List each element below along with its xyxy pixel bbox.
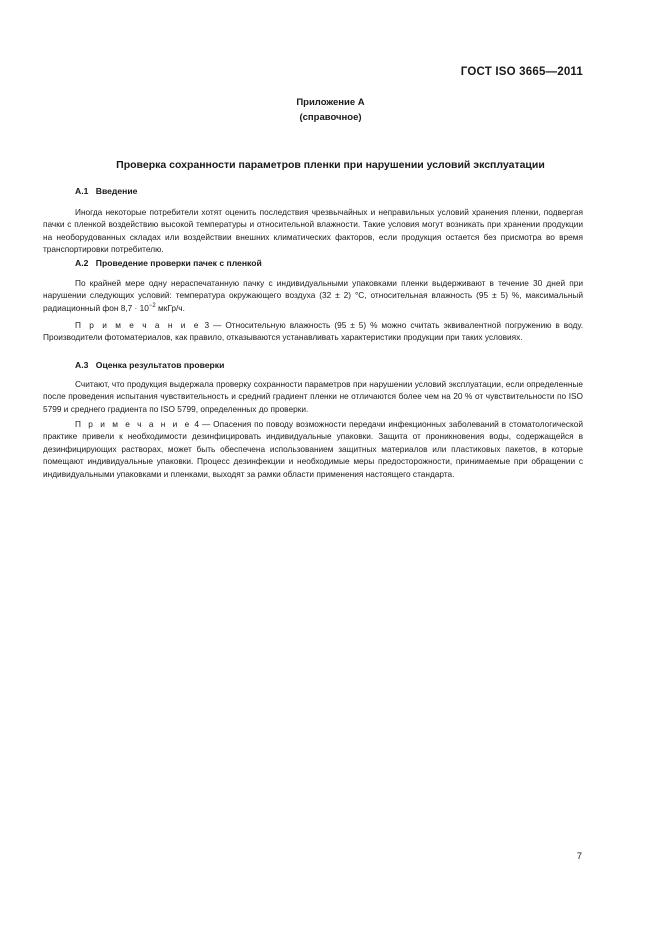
section-a1-paragraph: Иногда некоторые потребители хотят оценить последствия чрезвычайных и неправильных условий хранения пленки, подвергая пачки с пленкой воздействию высокой температуры и относительной влажности. Такие условия могут возникать при хранении продукции на необорудованных складах или воздействии внешних климатических факторов, если продукция остается без присмотра во время транспортировки потребителю. — [43, 207, 583, 255]
annex-title: Приложение А — [296, 97, 365, 108]
exponent: −2 — [148, 303, 156, 310]
section-title-text: Оценка результатов проверки — [95, 360, 225, 370]
paragraph-text-end: мкГр/ч. — [155, 302, 185, 313]
section-a1-title — [75, 186, 137, 196]
section-a2-title — [75, 258, 262, 268]
section-number: А.2 — [75, 258, 89, 268]
section-a2-paragraph — [43, 277, 583, 314]
section-title-text: Проведение проверки пачек с пленкой — [95, 258, 262, 268]
standard-code: ГОСТ ISO 3665—2011 — [460, 66, 583, 78]
note-text: 3 — Относительную влажность (95 ± 5) % можно считать эквивалентной погружению в воду. Производители фотоматериалов, как правило, отказываются устанавливать характеристики продукции при таких условиях. — [43, 320, 583, 343]
section-number: А.1 — [75, 186, 89, 196]
note-text: 4 — Опасения по поводу возможности передачи инфекционных заболеваний в стоматологической практике привели к необходимости дезинфицировать индивидуальные упаковки. Защита от проникновения воды, содержащейся в дезинфицирующих растворах, может быть обеспечена использованием защитных материалов или пластиковых пакетов, в которые помещают индивидуальные упаковки. Процесс дезинфекции и необходимые меры предосторожности, принимаемые при обращении с индивидуальными упаковками и пленками, выходят за рамки области применения настоящего стандарта. — [43, 419, 583, 479]
page-number: 7 — [576, 851, 582, 862]
section-a3-paragraph: Считают, что продукция выдержала проверку сохранности параметров при нарушении условий эксплуатации, если определенные после проведения испытания чувствительность и средний градиент пленки не отличаются более чем на 20 % от чувствительности по ISO 5799 и среднего градиента по ISO 5799, определенных до проверки. — [43, 379, 583, 414]
section-number: А.3 — [75, 360, 89, 370]
paragraph-text: По крайней мере одну нераспечатанную пачку с индивидуальными упаковками пленки выдерживают в течение 30 дней при нарушении следующих условий: температура окружающего воздуха (32 ± 2) °С, относительная влажность (95 ± 5) %, максимальный радиационный фон 8,7 · 10 — [43, 278, 583, 313]
note-label: П р и м е ч а н и е — [75, 419, 192, 429]
section-a2-note — [43, 319, 583, 344]
annex-label — [0, 95, 661, 125]
section-a3-title — [75, 360, 224, 370]
section-title-text: Введение — [95, 186, 138, 196]
annex-subtitle: (справочное) — [299, 112, 362, 123]
annex-heading: Проверка сохранности параметров пленки при нарушении условий эксплуатации — [116, 159, 545, 171]
section-a3-note — [43, 418, 583, 480]
note-label: П р и м е ч а н и е — [75, 320, 201, 330]
